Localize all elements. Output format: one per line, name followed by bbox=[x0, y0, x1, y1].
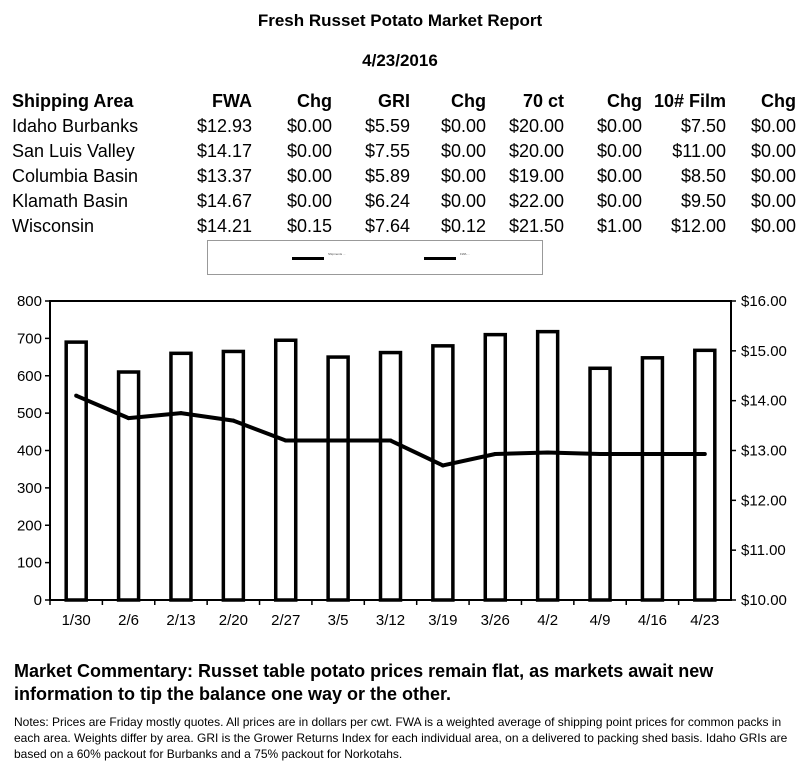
shipping-area-cell: San Luis Valley bbox=[12, 141, 135, 161]
price-cell: $14.67 bbox=[196, 191, 252, 211]
price-cell: $13.37 bbox=[196, 166, 252, 186]
left-axis-tick-label: 700 bbox=[16, 330, 42, 348]
point-fwa-price bbox=[546, 450, 550, 454]
bar-shipments bbox=[642, 358, 662, 600]
price-cell: $5.89 bbox=[364, 166, 410, 186]
price-cell: $0.00 bbox=[440, 141, 486, 161]
price-cell: $7.50 bbox=[680, 116, 726, 136]
header-70ct-chg: Chg bbox=[607, 91, 642, 111]
right-axis-tick-label: $12.00 bbox=[741, 492, 787, 510]
point-fwa-price bbox=[336, 439, 340, 443]
header-film: 10# Film bbox=[653, 91, 726, 111]
shipping-area-cell: Columbia Basin bbox=[12, 166, 139, 186]
x-axis-tick-label: 3/19 bbox=[428, 612, 458, 629]
left-axis-tick-label: 300 bbox=[16, 479, 42, 497]
point-fwa-price bbox=[598, 452, 602, 456]
price-cell: $0.00 bbox=[286, 166, 332, 186]
point-fwa-price bbox=[179, 411, 183, 415]
x-axis-tick-label: 2/27 bbox=[271, 612, 301, 629]
price-cell: $0.00 bbox=[750, 191, 796, 211]
price-cell: $12.93 bbox=[196, 116, 252, 136]
price-cell: $0.00 bbox=[440, 191, 486, 211]
x-axis-tick-label: 4/9 bbox=[589, 612, 611, 629]
header-fwa-chg: Chg bbox=[297, 91, 332, 111]
left-axis-tick-label: 500 bbox=[16, 405, 42, 423]
shipping-area-cell: Wisconsin bbox=[12, 216, 95, 236]
x-axis-tick-label: 3/5 bbox=[327, 612, 349, 629]
left-axis-tick-label: 0 bbox=[33, 592, 42, 609]
x-axis-tick-label: 2/6 bbox=[118, 612, 140, 629]
price-cell: $0.12 bbox=[440, 216, 486, 236]
right-axis-tick-label: $13.00 bbox=[741, 442, 787, 460]
shipping-area-cell: Idaho Burbanks bbox=[12, 116, 139, 136]
price-cell: $0.00 bbox=[750, 216, 796, 236]
notes: Notes: Prices are Friday mostly quotes. All prices are in dollars per cwt. FWA is a weighted average of shipping point prices for common packs in each area. Weights differ by area. GRI is the Grower Returns Index for each individual area, on a delivered to packing shed basis. Idaho GRIs are based on a 60% packout for Burbanks and a 75% packout for Norkotahs. bbox=[14, 715, 788, 761]
x-axis-tick-label: 1/30 bbox=[61, 612, 91, 629]
price-cell: $5.59 bbox=[364, 116, 410, 136]
report-date: 4/23/2016 bbox=[362, 51, 438, 70]
price-cell: $0.00 bbox=[750, 116, 796, 136]
price-cell: $8.50 bbox=[680, 166, 726, 186]
left-axis-tick-label: 200 bbox=[16, 517, 42, 535]
x-axis-tick-label: 4/23 bbox=[690, 612, 720, 629]
price-cell: $14.21 bbox=[196, 216, 252, 236]
price-cell: $14.17 bbox=[196, 141, 252, 161]
point-fwa-price bbox=[441, 463, 445, 467]
bar-shipments bbox=[590, 368, 610, 600]
left-axis-tick-label: 800 bbox=[16, 293, 42, 310]
right-axis-tick-label: $16.00 bbox=[741, 293, 787, 310]
point-fwa-price bbox=[703, 452, 707, 456]
legend-label-shipments: Shipments ... bbox=[328, 252, 346, 256]
point-fwa-price bbox=[231, 419, 235, 423]
price-cell: $20.00 bbox=[508, 141, 564, 161]
bar-shipments bbox=[381, 353, 401, 600]
price-cell: $0.00 bbox=[286, 116, 332, 136]
legend-label-fwa: FWA ... bbox=[460, 252, 470, 256]
bar-shipments bbox=[276, 340, 296, 600]
header-shipping-area: Shipping Area bbox=[12, 91, 134, 111]
report-title: Fresh Russet Potato Market Report bbox=[257, 11, 543, 30]
right-axis-tick-label: $15.00 bbox=[741, 342, 787, 360]
price-cell: $0.00 bbox=[596, 116, 642, 136]
point-fwa-price bbox=[127, 416, 131, 420]
right-axis-tick-label: $10.00 bbox=[741, 592, 787, 609]
price-cell: $1.00 bbox=[596, 216, 642, 236]
price-cell: $7.64 bbox=[364, 216, 410, 236]
x-axis-tick-label: 3/12 bbox=[375, 612, 406, 629]
bar-shipments bbox=[538, 332, 558, 600]
price-cell: $22.00 bbox=[508, 191, 564, 211]
point-fwa-price bbox=[493, 452, 497, 456]
price-cell: $0.00 bbox=[440, 166, 486, 186]
bar-shipments bbox=[223, 351, 243, 600]
price-cell: $19.00 bbox=[508, 166, 564, 186]
price-cell: $0.00 bbox=[440, 116, 486, 136]
bar-shipments bbox=[119, 372, 139, 600]
price-cell: $20.00 bbox=[508, 116, 564, 136]
header-fwa: FWA bbox=[212, 91, 252, 111]
point-fwa-price bbox=[389, 439, 393, 443]
price-cell: $9.50 bbox=[680, 191, 726, 211]
price-cell: $0.00 bbox=[286, 141, 332, 161]
point-fwa-price bbox=[284, 439, 288, 443]
price-cell: $0.00 bbox=[596, 191, 642, 211]
x-axis-tick-label: 3/26 bbox=[480, 612, 510, 629]
price-cell: $11.00 bbox=[672, 141, 726, 161]
header-gri: GRI bbox=[377, 91, 410, 111]
left-axis-tick-label: 100 bbox=[16, 554, 42, 572]
price-cell: $0.00 bbox=[750, 141, 796, 161]
shipping-area-cell: Klamath Basin bbox=[12, 191, 129, 211]
market-commentary: Market Commentary: Russet table potato prices remain flat, as markets await new information to tip the balance one way or the other. bbox=[14, 661, 714, 704]
bar-shipments bbox=[433, 346, 453, 600]
x-axis-tick-label: 2/20 bbox=[218, 612, 248, 629]
bar-shipments bbox=[695, 350, 715, 600]
header-70ct: 70 ct bbox=[522, 91, 564, 111]
price-cell: $0.00 bbox=[596, 166, 642, 186]
price-cell: $12.00 bbox=[670, 216, 726, 236]
price-cell: $0.00 bbox=[286, 191, 332, 211]
right-axis-tick-label: $11.00 bbox=[741, 542, 786, 560]
x-axis-tick-label: 2/13 bbox=[166, 612, 196, 629]
price-cell: $7.55 bbox=[364, 141, 410, 161]
right-axis-tick-label: $14.00 bbox=[741, 392, 787, 410]
bar-shipments bbox=[171, 353, 191, 600]
price-cell: $0.00 bbox=[750, 166, 796, 186]
header-film-chg: Chg bbox=[761, 91, 796, 111]
point-fwa-price bbox=[650, 452, 654, 456]
price-cell: $6.24 bbox=[364, 191, 410, 211]
x-axis-tick-label: 4/2 bbox=[537, 612, 559, 629]
price-cell: $0.00 bbox=[596, 141, 642, 161]
bar-shipments bbox=[328, 357, 348, 600]
x-axis-tick-label: 4/16 bbox=[637, 612, 668, 629]
bar-shipments bbox=[485, 335, 505, 600]
point-fwa-price bbox=[74, 394, 78, 398]
bar-shipments bbox=[66, 342, 86, 600]
left-axis-tick-label: 400 bbox=[16, 442, 42, 460]
price-cell: $21.50 bbox=[508, 216, 564, 236]
header-gri-chg: Chg bbox=[451, 91, 486, 111]
left-axis-tick-label: 600 bbox=[16, 367, 42, 385]
price-cell: $0.15 bbox=[286, 216, 332, 236]
